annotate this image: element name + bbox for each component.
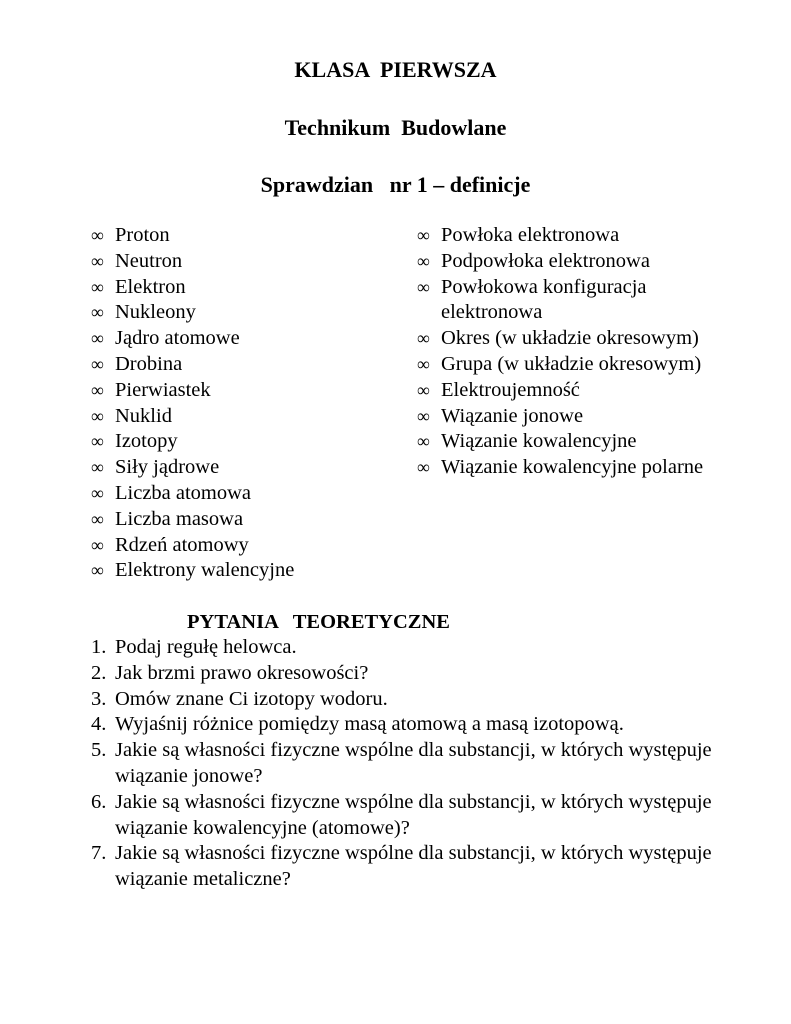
infinity-bullet-icon: ∞ <box>91 482 104 503</box>
definition-term: Podpowłoka elektronowa <box>441 249 650 272</box>
definition-term: Nukleony <box>115 301 196 324</box>
definition-item <box>91 429 411 455</box>
question-text: Jakie są własności fizyczne wspólne dla substancji, w których występuje wiązanie kowalencyjne (atomowe)? <box>115 790 712 839</box>
question-text: Jakie są własności fizyczne wspólne dla substancji, w których występuje wiązanie jonowe? <box>115 739 712 787</box>
infinity-bullet-icon: ∞ <box>417 457 430 478</box>
definition-term: Okres (w układzie okresowym) <box>441 327 699 350</box>
definition-item <box>91 352 411 378</box>
definition-term: Siły jądrowe <box>115 456 220 479</box>
infinity-bullet-icon: ∞ <box>91 276 104 297</box>
definition-term: Elektron <box>115 275 186 298</box>
definition-item <box>417 249 717 275</box>
question-item <box>91 790 731 842</box>
infinity-bullet-icon: ∞ <box>91 302 104 323</box>
definition-term: Drobina <box>115 352 183 375</box>
definition-item <box>91 300 411 326</box>
definition-item <box>91 326 411 352</box>
question-number: 7. <box>91 842 107 865</box>
question-number: 6. <box>91 790 107 813</box>
question-item <box>91 841 731 893</box>
infinity-bullet-icon: ∞ <box>91 379 104 400</box>
definition-term: Powłokowa konfiguracja elektronowa <box>441 275 647 324</box>
test-title: Sprawdzian nr 1 – definicje <box>260 172 531 197</box>
definition-term: Wiązanie kowalencyjne polarne <box>441 456 704 479</box>
infinity-bullet-icon: ∞ <box>91 457 104 478</box>
definition-item <box>417 352 717 378</box>
definitions-list-right <box>417 223 717 481</box>
definition-term: Izotopy <box>115 430 178 453</box>
infinity-bullet-icon: ∞ <box>417 353 430 374</box>
infinity-bullet-icon: ∞ <box>417 225 430 245</box>
definition-item <box>91 481 411 507</box>
definition-term: Wiązanie kowalencyjne <box>441 430 637 453</box>
question-item <box>91 687 731 713</box>
infinity-bullet-icon: ∞ <box>417 405 430 426</box>
definition-item <box>417 326 717 352</box>
question-text: Wyjaśnij różnice pomiędzy masą atomową a masą izotopową. <box>115 713 624 736</box>
definition-term: Liczba atomowa <box>115 481 252 504</box>
infinity-bullet-icon: ∞ <box>417 431 430 452</box>
question-item <box>91 635 731 661</box>
class-title: KLASA PIERWSZA <box>294 57 497 82</box>
definition-item <box>91 249 411 275</box>
infinity-bullet-icon: ∞ <box>91 328 104 349</box>
definition-term: Nuklid <box>115 404 172 427</box>
infinity-bullet-icon: ∞ <box>91 560 104 581</box>
infinity-bullet-icon: ∞ <box>91 508 104 529</box>
definition-item <box>91 533 411 559</box>
infinity-bullet-icon: ∞ <box>417 276 430 297</box>
definition-term: Powłoka elektronowa <box>441 224 620 246</box>
definition-item <box>91 558 411 584</box>
definition-item <box>417 455 717 481</box>
question-item <box>91 738 731 790</box>
definition-item <box>91 378 411 404</box>
question-item <box>91 712 731 738</box>
question-text: Podaj regułę helowca. <box>115 636 297 658</box>
infinity-bullet-icon: ∞ <box>91 250 104 271</box>
question-text: Omów znane Ci izotopy wodoru. <box>115 687 388 710</box>
definition-term: Liczba masowa <box>115 507 244 530</box>
definition-term: Wiązanie jonowe <box>441 404 584 427</box>
definition-item <box>417 223 717 249</box>
definition-item <box>91 275 411 301</box>
definitions-list-left <box>91 223 411 584</box>
question-number: 3. <box>91 687 107 710</box>
question-number: 2. <box>91 661 107 684</box>
definition-term: Rdzeń atomowy <box>115 533 249 556</box>
infinity-bullet-icon: ∞ <box>91 353 104 374</box>
definition-item <box>417 429 717 455</box>
infinity-bullet-icon: ∞ <box>91 534 104 555</box>
definition-item <box>91 223 411 249</box>
infinity-bullet-icon: ∞ <box>417 250 430 271</box>
definition-term: Jądro atomowe <box>115 327 240 350</box>
infinity-bullet-icon: ∞ <box>91 431 104 452</box>
question-number: 1. <box>91 636 107 658</box>
definition-item <box>417 404 717 430</box>
school-name: Technikum Budowlane <box>284 115 507 140</box>
definition-item <box>91 507 411 533</box>
infinity-bullet-icon: ∞ <box>91 405 104 426</box>
definition-term: Neutron <box>115 249 183 272</box>
theory-heading: PYTANIA TEORETYCZNE <box>187 611 450 633</box>
question-item <box>91 661 731 687</box>
question-number: 5. <box>91 739 107 762</box>
infinity-bullet-icon: ∞ <box>91 225 104 245</box>
definition-term: Proton <box>115 224 170 246</box>
definition-item <box>417 378 717 404</box>
question-text: Jakie są własności fizyczne wspólne dla substancji, w których występuje wiązanie metaliczne? <box>115 842 712 891</box>
question-number: 4. <box>91 713 107 736</box>
theory-questions-list <box>91 635 731 893</box>
definition-term: Pierwiastek <box>115 378 211 401</box>
definition-term: Elektrony walencyjne <box>115 559 295 582</box>
infinity-bullet-icon: ∞ <box>417 328 430 349</box>
definition-item <box>417 275 717 327</box>
infinity-bullet-icon: ∞ <box>417 379 430 400</box>
definition-item <box>91 455 411 481</box>
definition-term: Elektroujemność <box>441 378 580 401</box>
definition-item <box>91 404 411 430</box>
question-text: Jak brzmi prawo okresowości? <box>115 661 369 684</box>
definition-term: Grupa (w układzie okresowym) <box>441 352 702 375</box>
